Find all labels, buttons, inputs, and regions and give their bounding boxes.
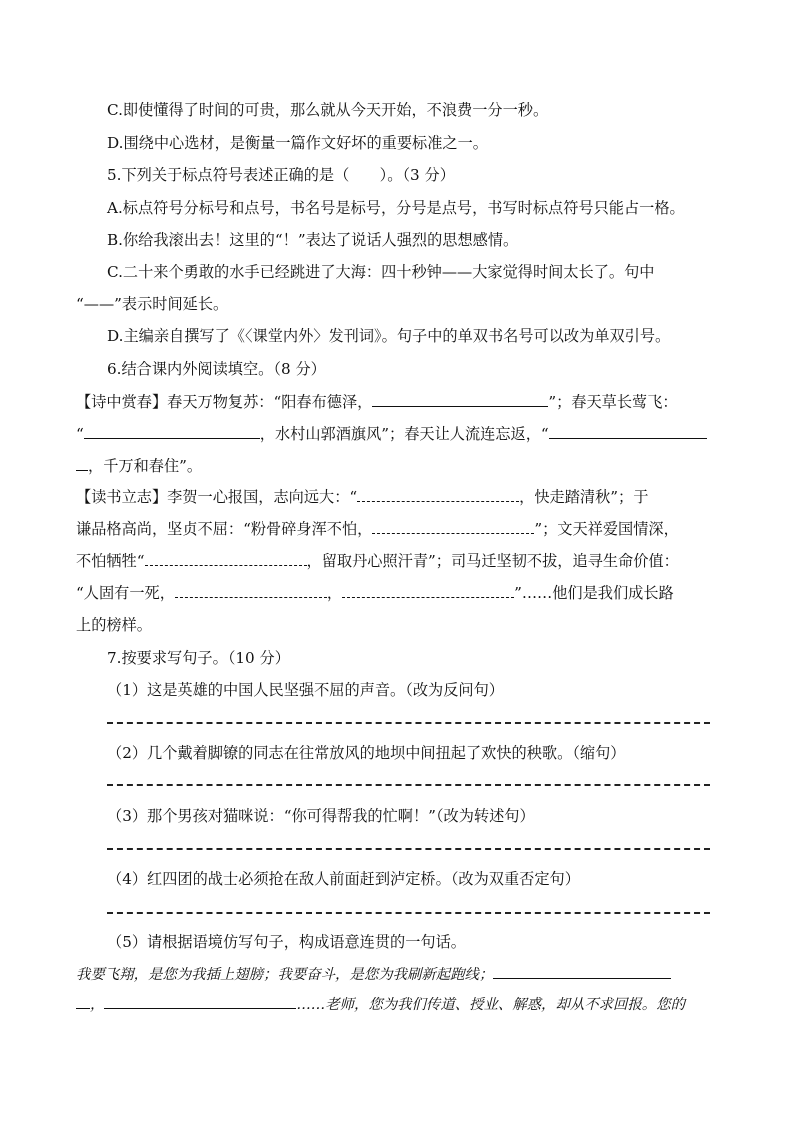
q5-option-c: C.二十来个勇敢的水手已经跳进了大海：四十秒钟——大家觉得时间太长了。句中 xyxy=(107,263,655,281)
answer-blank[interactable] xyxy=(175,586,327,598)
answer-line[interactable] xyxy=(107,848,710,850)
poem-spring-line-1: 【诗中赏春】春天万物复苏：“阳春布德泽， ”；春天草长莺飞： xyxy=(76,393,678,411)
reading-ambition-line-5: 上的榜样。 xyxy=(76,616,152,634)
answer-blank[interactable] xyxy=(372,391,548,407)
option-c-line: C.即使懂得了时间的可贵，那么就从今天开始，不浪费一分一秒。 xyxy=(107,101,549,119)
answer-blank[interactable] xyxy=(76,455,88,471)
answer-line[interactable] xyxy=(107,784,710,786)
q7-item-4: （4）红四团的战士必须抢在敌人前面赶到泸定桥。（改为双重否定句） xyxy=(107,870,580,888)
answer-blank[interactable] xyxy=(76,993,90,1009)
answer-blank[interactable] xyxy=(493,963,671,979)
reading-ambition-line-3: 不怕牺牲“ ，留取丹心照汗青”；司马迁坚韧不拔，追寻生命价值： xyxy=(76,552,679,570)
imitation-line-1: 我要飞翔，是您为我插上翅膀；我要奋斗，是您为我刷新起跑线； xyxy=(76,963,671,985)
q5-option-b: B.你给我滚出去！这里的“！”表达了说话人强烈的思想感情。 xyxy=(107,231,519,249)
poem-spring-line-3: ，千万和春住”。 xyxy=(76,455,202,476)
answer-blank[interactable] xyxy=(549,423,707,439)
q7-item-3: （3）那个男孩对猫咪说：“你可得帮我的忙啊！”（改为转述句） xyxy=(107,807,535,825)
answer-blank[interactable] xyxy=(104,993,296,1009)
option-d-line: D.围绕中心选材，是衡量一篇作文好坏的重要标准之一。 xyxy=(107,134,488,152)
q5-option-c-cont: “——”表示时间延长。 xyxy=(76,295,229,313)
answer-blank[interactable] xyxy=(84,423,260,439)
answer-line[interactable] xyxy=(107,722,710,724)
question-5-title: 5.下列关于标点符号表述正确的是（ ）。（3 分） xyxy=(107,166,455,184)
answer-blank[interactable] xyxy=(372,522,534,534)
q7-item-5: （5）请根据语境仿写句子，构成语意连贯的一句话。 xyxy=(107,933,466,951)
q5-option-a: A.标点符号分标号和点号，书名号是标号，分号是点号，书写时标点符号只能占一格。 xyxy=(107,199,685,217)
answer-blank[interactable] xyxy=(357,490,519,502)
answer-line[interactable] xyxy=(107,912,710,914)
imitation-line-2: ， ……老师，您为我们传道、授业、解惑，却从不求回报。您的 xyxy=(76,993,685,1015)
reading-ambition-line-1: 【读书立志】李贺一心报国，志向远大：“ ，快走踏清秋”；于 xyxy=(76,488,649,506)
q7-item-2: （2）几个戴着脚镣的同志在往常放风的地坝中间扭起了欢快的秧歌。（缩句） xyxy=(107,744,626,762)
reading-ambition-line-2: 谦品格高尚，坚贞不屈：“粉骨碎身浑不怕， ”；文天祥爱国情深， xyxy=(76,520,679,538)
answer-blank[interactable] xyxy=(145,554,307,566)
question-7-title: 7.按要求写句子。（10 分） xyxy=(107,649,290,667)
question-6-title: 6.结合课内外阅读填空。（8 分） xyxy=(107,360,326,378)
poem-spring-line-2: “ ，水村山郭酒旗风”；春天让人流连忘返，“ xyxy=(76,423,707,444)
answer-blank[interactable] xyxy=(342,586,514,598)
q5-option-d: D.主编亲自撰写了《〈课堂内外〉发刊词》。句子中的单双书名号可以改为单双引号。 xyxy=(107,327,671,345)
reading-ambition-line-4: “人固有一死， ， ”……他们是我们成长路 xyxy=(76,584,674,602)
q7-item-1: （1）这是英雄的中国人民坚强不屈的声音。（改为反问句） xyxy=(107,681,504,699)
